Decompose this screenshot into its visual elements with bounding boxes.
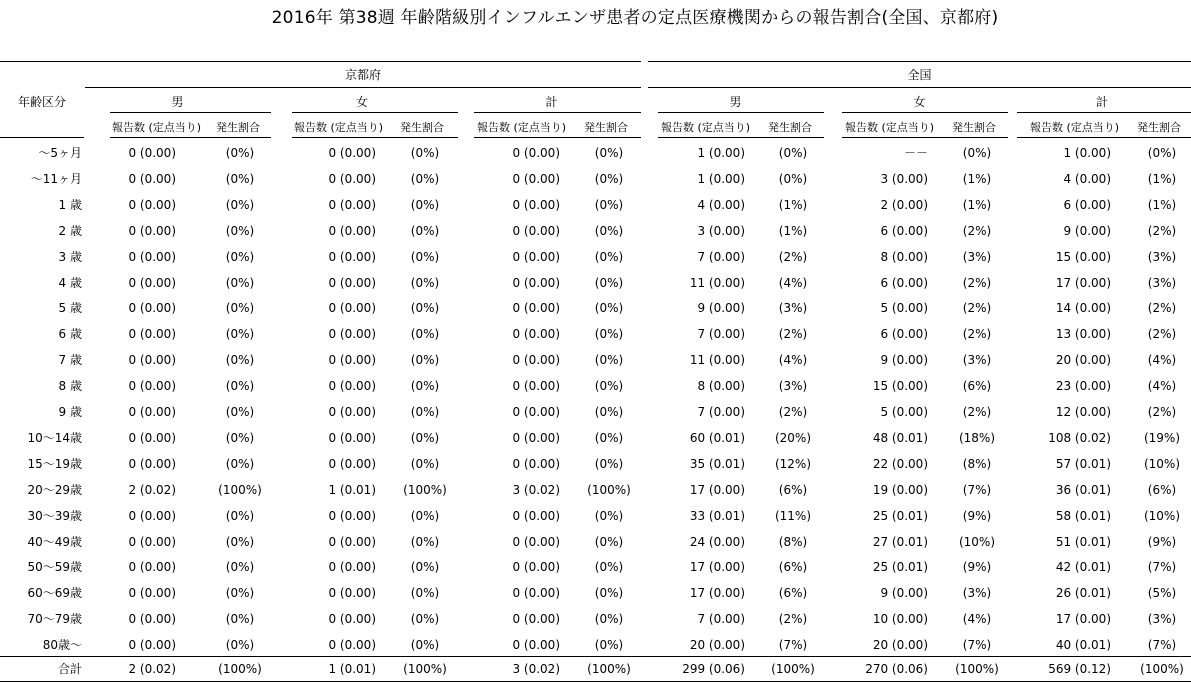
sex-header-kyoto-female: 女 [355, 95, 368, 109]
table-row-total-rate-0: (100%) [218, 662, 262, 676]
table-row-11-count-3: 60 (0.01) [689, 431, 745, 445]
table-row-18-rate-5: (3%) [1147, 612, 1177, 626]
table-row-12-count-0: 0 (0.00) [128, 457, 176, 471]
table-row-total-count-2: 3 (0.02) [512, 662, 560, 676]
table-row-10-count-5: 12 (0.00) [1055, 405, 1111, 419]
table-row-16-rate-5: (7%) [1147, 560, 1177, 574]
table-row-4-count-1: 0 (0.00) [328, 250, 376, 264]
table-row-11-rate-2: (0%) [594, 431, 624, 445]
table-row-14-rate-1: (0%) [410, 509, 440, 523]
table-row-6-count-4: 5 (0.00) [880, 301, 928, 315]
table-row-0-rate-2: (0%) [594, 146, 624, 160]
table-row-19-rate-0: (0%) [225, 638, 255, 652]
table-row-19-age: 80歳〜 [42, 638, 82, 652]
table-row-10-rate-4: (2%) [962, 405, 992, 419]
table-row-6-count-2: 0 (0.00) [512, 301, 560, 315]
table-row-2-rate-3: (1%) [778, 198, 808, 212]
table-row-13-count-4: 19 (0.00) [872, 483, 928, 497]
table-row-7-count-4: 6 (0.00) [880, 327, 928, 341]
table-row-0-rate-4: (0%) [962, 146, 992, 160]
table-row-total-age: 合計 [57, 662, 82, 676]
table-row-total-rate-2: (100%) [587, 662, 631, 676]
table-row-3-count-4: 6 (0.00) [880, 224, 928, 238]
table-row-14-count-3: 33 (0.01) [689, 509, 745, 523]
table-row-2-rate-1: (0%) [410, 198, 440, 212]
table-row-2-rate-5: (1%) [1147, 198, 1177, 212]
table-row-5-count-5: 17 (0.00) [1055, 276, 1111, 290]
table-row-8-count-2: 0 (0.00) [512, 353, 560, 367]
table-row-18-count-0: 0 (0.00) [128, 612, 176, 626]
table-row-0-rate-0: (0%) [225, 146, 255, 160]
table-row-15-age: 40〜49歳 [27, 535, 82, 549]
count-header-national-male: 報告数 (定点当り) [661, 121, 751, 134]
count-header-national-total: 報告数 (定点当り) [1030, 121, 1120, 134]
table-row-0-age: 〜5ヶ月 [38, 146, 82, 160]
table-row-15-rate-0: (0%) [225, 535, 255, 549]
table-row-5-count-2: 0 (0.00) [512, 276, 560, 290]
table-row-12-count-3: 35 (0.01) [689, 457, 745, 471]
table-row-18-rate-1: (0%) [410, 612, 440, 626]
table-row-13-rate-4: (7%) [962, 483, 992, 497]
table-row-7-count-0: 0 (0.00) [128, 327, 176, 341]
table-row-15-rate-3: (8%) [778, 535, 808, 549]
rate-header-kyoto-male: 発生割合 [216, 121, 260, 134]
table-row-19-rate-4: (7%) [962, 638, 992, 652]
table-row-0-rate-3: (0%) [778, 146, 808, 160]
table-row-15-rate-1: (0%) [410, 535, 440, 549]
table-row-11-rate-1: (0%) [410, 431, 440, 445]
table-row-3-age: 2 歳 [58, 224, 82, 238]
table-row-2-count-0: 0 (0.00) [128, 198, 176, 212]
table-row-8-count-0: 0 (0.00) [128, 353, 176, 367]
table-row-9-rate-3: (3%) [778, 379, 808, 393]
table-row-16-age: 50〜59歳 [27, 560, 82, 574]
table-row-18-rate-2: (0%) [594, 612, 624, 626]
table-row-17-count-5: 26 (0.01) [1055, 586, 1111, 600]
table-row-10-rate-2: (0%) [594, 405, 624, 419]
table-row-1-count-1: 0 (0.00) [328, 172, 376, 186]
table-row-2-count-1: 0 (0.00) [328, 198, 376, 212]
table-row-5-rate-2: (0%) [594, 276, 624, 290]
table-row-18-count-1: 0 (0.00) [328, 612, 376, 626]
count-header-kyoto-male: 報告数 (定点当り) [112, 121, 202, 134]
table-row-6-rate-0: (0%) [225, 301, 255, 315]
table-row-8-rate-1: (0%) [410, 353, 440, 367]
table-row-10-count-1: 0 (0.00) [328, 405, 376, 419]
table-row-6-count-5: 14 (0.00) [1055, 301, 1111, 315]
table-row-11-count-4: 48 (0.01) [872, 431, 928, 445]
table-row-15-count-0: 0 (0.00) [128, 535, 176, 549]
table-row-0-rate-5: (0%) [1147, 146, 1177, 160]
table-row-7-count-1: 0 (0.00) [328, 327, 376, 341]
table-row-3-count-2: 0 (0.00) [512, 224, 560, 238]
table-row-4-count-0: 0 (0.00) [128, 250, 176, 264]
table-row-6-rate-3: (3%) [778, 301, 808, 315]
table-row-4-count-2: 0 (0.00) [512, 250, 560, 264]
table-row-5-rate-3: (4%) [778, 276, 808, 290]
table-row-10-count-0: 0 (0.00) [128, 405, 176, 419]
table-row-3-rate-4: (2%) [962, 224, 992, 238]
table-row-1-count-0: 0 (0.00) [128, 172, 176, 186]
table-row-1-rate-1: (0%) [410, 172, 440, 186]
table-row-4-count-5: 15 (0.00) [1055, 250, 1111, 264]
table-row-0-count-4: －－ [903, 146, 928, 160]
sex-header-national-male: 男 [729, 95, 742, 109]
table-row-19-count-5: 40 (0.01) [1055, 638, 1111, 652]
table-row-11-rate-3: (20%) [774, 431, 812, 445]
table-row-13-age: 20〜29歳 [27, 483, 82, 497]
table-row-13-count-3: 17 (0.00) [689, 483, 745, 497]
group-header-kyoto: 京都府 [344, 68, 381, 82]
table-row-6-rate-5: (2%) [1147, 301, 1177, 315]
table-row-17-rate-4: (3%) [962, 586, 992, 600]
table-row-18-age: 70〜79歳 [27, 612, 82, 626]
table-row-1-count-3: 1 (0.00) [697, 172, 745, 186]
table-row-2-count-2: 0 (0.00) [512, 198, 560, 212]
table-row-4-rate-5: (3%) [1147, 250, 1177, 264]
table-row-16-count-2: 0 (0.00) [512, 560, 560, 574]
table-row-9-count-3: 8 (0.00) [697, 379, 745, 393]
table-row-15-count-2: 0 (0.00) [512, 535, 560, 549]
table-row-3-rate-0: (0%) [225, 224, 255, 238]
table-row-17-rate-0: (0%) [225, 586, 255, 600]
rate-header-kyoto-female: 発生割合 [400, 121, 444, 134]
table-row-1-rate-4: (1%) [962, 172, 992, 186]
table-row-13-rate-2: (100%) [587, 483, 631, 497]
table-row-8-age: 7 歳 [58, 353, 82, 367]
table-row-15-count-5: 51 (0.01) [1055, 535, 1111, 549]
table-row-4-rate-2: (0%) [594, 250, 624, 264]
table-row-9-count-5: 23 (0.00) [1055, 379, 1111, 393]
table-row-5-age: 4 歳 [58, 276, 82, 290]
table-row-13-rate-1: (100%) [403, 483, 447, 497]
group-header-national: 全国 [907, 68, 932, 82]
table-row-5-count-3: 11 (0.00) [689, 276, 745, 290]
table-row-5-rate-1: (0%) [410, 276, 440, 290]
table-row-14-rate-0: (0%) [225, 509, 255, 523]
table-row-5-count-4: 6 (0.00) [880, 276, 928, 290]
table-row-14-rate-3: (11%) [774, 509, 812, 523]
table-row-0-count-0: 0 (0.00) [128, 146, 176, 160]
table-row-19-count-4: 20 (0.00) [872, 638, 928, 652]
table-row-9-rate-2: (0%) [594, 379, 624, 393]
table-row-8-count-4: 9 (0.00) [880, 353, 928, 367]
table-row-1-rate-2: (0%) [594, 172, 624, 186]
table-row-15-count-4: 27 (0.01) [872, 535, 928, 549]
table-row-17-rate-2: (0%) [594, 586, 624, 600]
page-title: 2016年 第38週 年齢階級別インフルエンザ患者の定点医療機関からの報告割合(全国、京都府) [271, 8, 999, 28]
table-row-19-rate-5: (7%) [1147, 638, 1177, 652]
table-row-18-count-5: 17 (0.00) [1055, 612, 1111, 626]
table-row-18-rate-3: (2%) [778, 612, 808, 626]
table-row-13-count-1: 1 (0.01) [328, 483, 376, 497]
table-row-0-count-2: 0 (0.00) [512, 146, 560, 160]
table-row-8-count-3: 11 (0.00) [689, 353, 745, 367]
table-row-9-count-1: 0 (0.00) [328, 379, 376, 393]
table-row-15-rate-5: (9%) [1147, 535, 1177, 549]
table-row-17-count-2: 0 (0.00) [512, 586, 560, 600]
table-row-16-rate-0: (0%) [225, 560, 255, 574]
table-row-13-rate-3: (6%) [778, 483, 808, 497]
age-column-header: 年齢区分 [17, 95, 66, 109]
table-row-13-count-0: 2 (0.02) [128, 483, 176, 497]
table-row-12-count-1: 0 (0.00) [328, 457, 376, 471]
table-row-7-rate-0: (0%) [225, 327, 255, 341]
table-row-4-age: 3 歳 [58, 250, 82, 264]
table-row-10-count-4: 5 (0.00) [880, 405, 928, 419]
table-row-2-count-5: 6 (0.00) [1063, 198, 1111, 212]
table-row-7-rate-3: (2%) [778, 327, 808, 341]
table-row-4-rate-3: (2%) [778, 250, 808, 264]
table-row-11-count-2: 0 (0.00) [512, 431, 560, 445]
table-row-7-count-2: 0 (0.00) [512, 327, 560, 341]
table-row-10-count-3: 7 (0.00) [697, 405, 745, 419]
table-row-19-count-2: 0 (0.00) [512, 638, 560, 652]
table-row-11-count-1: 0 (0.00) [328, 431, 376, 445]
table-row-6-count-3: 9 (0.00) [697, 301, 745, 315]
table-row-9-rate-4: (6%) [962, 379, 992, 393]
table-row-4-rate-1: (0%) [410, 250, 440, 264]
table-row-3-count-1: 0 (0.00) [328, 224, 376, 238]
table-row-18-rate-0: (0%) [225, 612, 255, 626]
table-row-19-rate-2: (0%) [594, 638, 624, 652]
table-row-15-rate-4: (10%) [958, 535, 996, 549]
table-row-total-count-0: 2 (0.02) [128, 662, 176, 676]
table-row-0-count-3: 1 (0.00) [697, 146, 745, 160]
rate-header-national-female: 発生割合 [952, 121, 996, 134]
table-row-13-count-2: 3 (0.02) [512, 483, 560, 497]
table-row-4-rate-4: (3%) [962, 250, 992, 264]
table-row-11-rate-4: (18%) [958, 431, 996, 445]
table-row-9-rate-0: (0%) [225, 379, 255, 393]
table-row-1-age: 〜11ヶ月 [30, 172, 82, 186]
table-row-1-rate-3: (0%) [778, 172, 808, 186]
table-row-16-count-5: 42 (0.01) [1055, 560, 1111, 574]
table-row-12-count-4: 22 (0.00) [872, 457, 928, 471]
table-row-7-count-5: 13 (0.00) [1055, 327, 1111, 341]
table-row-6-count-1: 0 (0.00) [328, 301, 376, 315]
table-row-14-count-1: 0 (0.00) [328, 509, 376, 523]
table-row-12-rate-1: (0%) [410, 457, 440, 471]
table-row-9-count-2: 0 (0.00) [512, 379, 560, 393]
table-row-14-count-0: 0 (0.00) [128, 509, 176, 523]
table-row-15-count-1: 0 (0.00) [328, 535, 376, 549]
table-row-total-rate-5: (100%) [1140, 662, 1184, 676]
table-row-18-count-3: 7 (0.00) [697, 612, 745, 626]
table-row-17-count-1: 0 (0.00) [328, 586, 376, 600]
table-row-14-count-5: 58 (0.01) [1055, 509, 1111, 523]
table-row-7-count-3: 7 (0.00) [697, 327, 745, 341]
table-row-8-rate-4: (3%) [962, 353, 992, 367]
table-row-16-rate-2: (0%) [594, 560, 624, 574]
table-row-7-rate-2: (0%) [594, 327, 624, 341]
table-row-total-count-1: 1 (0.01) [328, 662, 376, 676]
rate-header-kyoto-total: 発生割合 [584, 121, 628, 134]
table-row-14-rate-2: (0%) [594, 509, 624, 523]
table-row-total-count-3: 299 (0.06) [682, 662, 745, 676]
table-row-14-rate-5: (10%) [1143, 509, 1181, 523]
table-row-8-count-1: 0 (0.00) [328, 353, 376, 367]
table-row-17-rate-3: (6%) [778, 586, 808, 600]
table-row-total-rate-1: (100%) [403, 662, 447, 676]
table-row-12-age: 15〜19歳 [27, 457, 82, 471]
sex-header-national-total: 計 [1095, 95, 1108, 109]
table-row-12-rate-3: (12%) [774, 457, 812, 471]
table-row-10-rate-0: (0%) [225, 405, 255, 419]
table-row-0-count-5: 1 (0.00) [1063, 146, 1111, 160]
table-row-total-count-4: 270 (0.06) [865, 662, 928, 676]
table-row-18-count-4: 10 (0.00) [872, 612, 928, 626]
rate-header-national-male: 発生割合 [768, 121, 812, 134]
table-row-9-rate-5: (4%) [1147, 379, 1177, 393]
table-row-16-rate-4: (9%) [962, 560, 992, 574]
table-row-3-count-0: 0 (0.00) [128, 224, 176, 238]
table-row-10-count-2: 0 (0.00) [512, 405, 560, 419]
table-row-3-rate-3: (1%) [778, 224, 808, 238]
sex-header-kyoto-male: 男 [171, 95, 184, 109]
table-row-7-rate-4: (2%) [962, 327, 992, 341]
table-row-19-count-3: 20 (0.00) [689, 638, 745, 652]
table-row-16-rate-3: (6%) [778, 560, 808, 574]
count-header-kyoto-female: 報告数 (定点当り) [294, 121, 384, 134]
table-row-13-rate-5: (6%) [1147, 483, 1177, 497]
table-row-17-age: 60〜69歳 [27, 586, 82, 600]
table-row-12-rate-2: (0%) [594, 457, 624, 471]
table-row-9-count-0: 0 (0.00) [128, 379, 176, 393]
table-row-16-count-3: 17 (0.00) [689, 560, 745, 574]
table-row-3-count-5: 9 (0.00) [1063, 224, 1111, 238]
table-row-6-rate-1: (0%) [410, 301, 440, 315]
table-row-8-rate-2: (0%) [594, 353, 624, 367]
table-row-18-rate-4: (4%) [962, 612, 992, 626]
table-row-10-age: 9 歳 [58, 405, 82, 419]
table-row-17-count-4: 9 (0.00) [880, 586, 928, 600]
table-row-19-count-1: 0 (0.00) [328, 638, 376, 652]
table-row-16-count-4: 25 (0.01) [872, 560, 928, 574]
table-row-14-age: 30〜39歳 [27, 509, 82, 523]
table-row-2-count-3: 4 (0.00) [697, 198, 745, 212]
table-row-17-count-3: 17 (0.00) [689, 586, 745, 600]
table-row-4-count-4: 8 (0.00) [880, 250, 928, 264]
count-header-kyoto-total: 報告数 (定点当り) [477, 121, 567, 134]
sex-header-national-female: 女 [913, 95, 926, 109]
table-row-10-rate-5: (2%) [1147, 405, 1177, 419]
table-row-19-count-0: 0 (0.00) [128, 638, 176, 652]
table-row-17-rate-5: (5%) [1147, 586, 1177, 600]
table-row-2-rate-0: (0%) [225, 198, 255, 212]
table-row-17-rate-1: (0%) [410, 586, 440, 600]
table-row-13-rate-0: (100%) [218, 483, 262, 497]
table-row-14-rate-4: (9%) [962, 509, 992, 523]
table-row-11-age: 10〜14歳 [27, 431, 82, 445]
table-row-2-count-4: 2 (0.00) [880, 198, 928, 212]
table-row-3-rate-1: (0%) [410, 224, 440, 238]
table-row-1-count-5: 4 (0.00) [1063, 172, 1111, 186]
table-row-8-rate-0: (0%) [225, 353, 255, 367]
table-row-15-count-3: 24 (0.00) [689, 535, 745, 549]
table-row-0-count-1: 0 (0.00) [328, 146, 376, 160]
table-row-5-rate-0: (0%) [225, 276, 255, 290]
table-row-1-count-4: 3 (0.00) [880, 172, 928, 186]
table-row-3-rate-5: (2%) [1147, 224, 1177, 238]
sex-header-kyoto-total: 計 [545, 95, 558, 109]
table-row-3-rate-2: (0%) [594, 224, 624, 238]
table-row-1-rate-5: (1%) [1147, 172, 1177, 186]
table-row-2-age: 1 歳 [58, 198, 82, 212]
table-row-5-rate-4: (2%) [962, 276, 992, 290]
table-row-total-count-5: 569 (0.12) [1048, 662, 1111, 676]
table-row-7-rate-5: (2%) [1147, 327, 1177, 341]
table-row-4-count-3: 7 (0.00) [697, 250, 745, 264]
table-row-5-count-0: 0 (0.00) [128, 276, 176, 290]
table-row-11-count-5: 108 (0.02) [1048, 431, 1111, 445]
table-row-7-rate-1: (0%) [410, 327, 440, 341]
table-row-7-age: 6 歳 [58, 327, 82, 341]
count-header-national-female: 報告数 (定点当り) [845, 121, 935, 134]
table-row-12-count-2: 0 (0.00) [512, 457, 560, 471]
table-row-8-rate-3: (4%) [778, 353, 808, 367]
table-row-12-rate-0: (0%) [225, 457, 255, 471]
table-row-1-rate-0: (0%) [225, 172, 255, 186]
table-row-1-count-2: 0 (0.00) [512, 172, 560, 186]
table-row-8-rate-5: (4%) [1147, 353, 1177, 367]
table-row-6-rate-2: (0%) [594, 301, 624, 315]
table-row-19-rate-1: (0%) [410, 638, 440, 652]
table-row-3-count-3: 3 (0.00) [697, 224, 745, 238]
table-row-16-count-0: 0 (0.00) [128, 560, 176, 574]
rate-header-national-total: 発生割合 [1137, 121, 1181, 134]
table-row-5-count-1: 0 (0.00) [328, 276, 376, 290]
table-row-18-count-2: 0 (0.00) [512, 612, 560, 626]
table-row-12-count-5: 57 (0.01) [1055, 457, 1111, 471]
table-row-11-count-0: 0 (0.00) [128, 431, 176, 445]
table-row-2-rate-2: (0%) [594, 198, 624, 212]
table-row-5-rate-5: (3%) [1147, 276, 1177, 290]
table-row-11-rate-0: (0%) [225, 431, 255, 445]
table-row-10-rate-3: (2%) [778, 405, 808, 419]
table-row-total-rate-3: (100%) [771, 662, 815, 676]
table-row-2-rate-4: (1%) [962, 198, 992, 212]
table-row-16-count-1: 0 (0.00) [328, 560, 376, 574]
table-row-11-rate-5: (19%) [1143, 431, 1181, 445]
table-row-14-count-2: 0 (0.00) [512, 509, 560, 523]
table-row-12-rate-4: (8%) [962, 457, 992, 471]
table-row-6-count-0: 0 (0.00) [128, 301, 176, 315]
table-row-4-rate-0: (0%) [225, 250, 255, 264]
table-row-19-rate-3: (7%) [778, 638, 808, 652]
table-row-6-rate-4: (2%) [962, 301, 992, 315]
table-row-9-age: 8 歳 [58, 379, 82, 393]
table-row-14-count-4: 25 (0.01) [872, 509, 928, 523]
table-row-17-count-0: 0 (0.00) [128, 586, 176, 600]
table-row-0-rate-1: (0%) [410, 146, 440, 160]
table-row-13-count-5: 36 (0.01) [1055, 483, 1111, 497]
table-row-16-rate-1: (0%) [410, 560, 440, 574]
table-row-12-rate-5: (10%) [1143, 457, 1181, 471]
table-row-8-count-5: 20 (0.00) [1055, 353, 1111, 367]
table-row-10-rate-1: (0%) [410, 405, 440, 419]
table-row-total-rate-4: (100%) [955, 662, 999, 676]
table-row-9-count-4: 15 (0.00) [872, 379, 928, 393]
table-row-15-rate-2: (0%) [594, 535, 624, 549]
table-row-9-rate-1: (0%) [410, 379, 440, 393]
table-row-6-age: 5 歳 [58, 301, 82, 315]
